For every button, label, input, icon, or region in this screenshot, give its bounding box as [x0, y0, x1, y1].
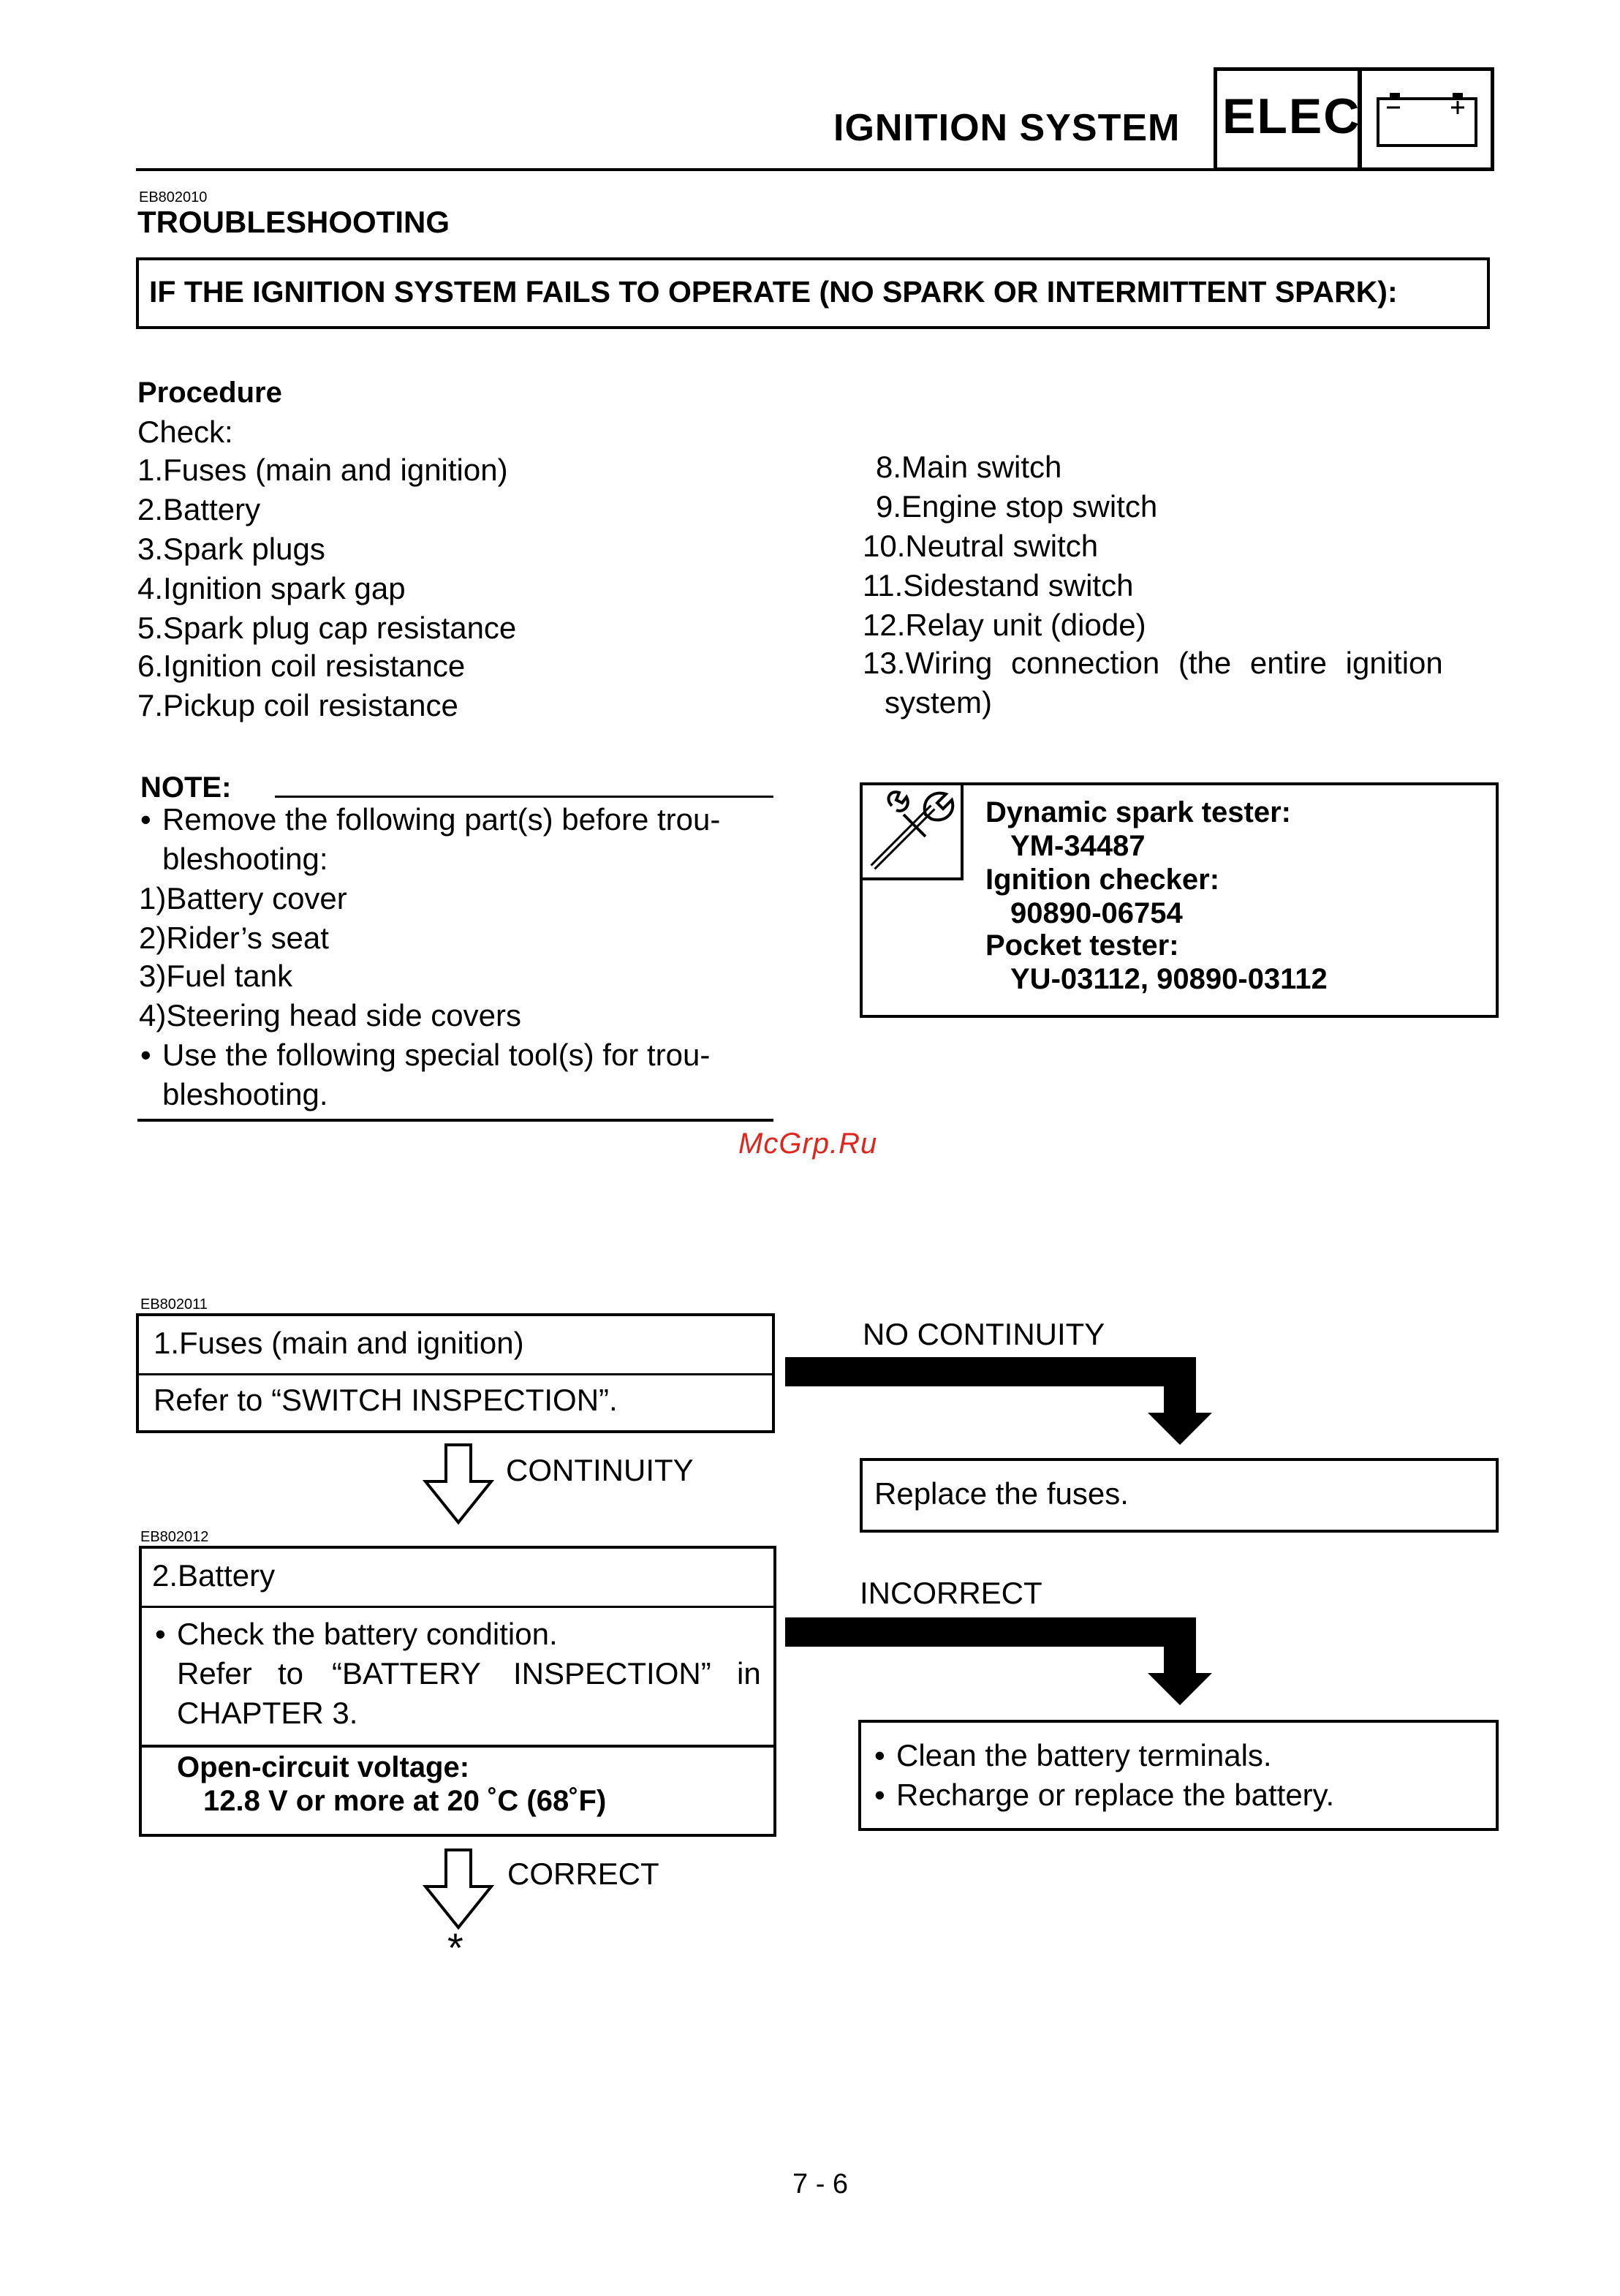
tool-name: Ignition checker: [985, 864, 1220, 896]
step2-refer-word: Refer [177, 1656, 252, 1691]
list-item: 2.Battery [137, 492, 261, 526]
note-text: bleshooting. [162, 1077, 328, 1111]
spec-label: Open-circuit voltage: [177, 1751, 470, 1783]
step1-box [136, 1313, 775, 1433]
procedure-title: Procedure [137, 377, 282, 409]
list-item: 4.Ignition spark gap [137, 571, 406, 605]
step2-title: 2.Battery [152, 1558, 276, 1593]
step1-continue-arrow [418, 1440, 499, 1528]
tool-icon-frame [863, 785, 964, 880]
step-code: EB802011 [140, 1296, 208, 1313]
section-code: EB802010 [139, 189, 208, 205]
list-item: 2)Rider’s seat [139, 921, 329, 955]
step1-divider [139, 1373, 772, 1375]
chapter-label: ELEC [1222, 88, 1361, 144]
tool-part-number: YM-34487 [1010, 830, 1146, 862]
note-label: NOTE: [140, 771, 232, 804]
list-item: 5.Spark plug cap resistance [137, 611, 517, 645]
step1-title: 1.Fuses (main and ignition) [154, 1326, 524, 1360]
page-number: 7 - 6 [792, 2169, 849, 2199]
list-item: 1)Battery cover [139, 881, 347, 915]
list-item: 1.Fuses (main and ignition) [137, 453, 508, 487]
tool-name: Dynamic spark tester: [985, 796, 1291, 828]
step2-box [139, 1546, 776, 1837]
list-item: 11.Sidestand switch [863, 568, 1134, 603]
note-bullet: • Remove the following part(s) before trou- [162, 800, 720, 839]
watermark: McGrp.Ru [738, 1128, 878, 1160]
continue-mark: * [447, 1925, 463, 1971]
step1-pass-label: CONTINUITY [506, 1453, 694, 1487]
step2-chapter: CHAPTER 3. [177, 1696, 358, 1730]
step2-refer-word: in [737, 1656, 761, 1691]
note-top-rule [275, 796, 773, 798]
list-item: 4)Steering head side covers [139, 998, 521, 1032]
step2-pass-label: CORRECT [507, 1857, 659, 1891]
list-item: 9.Engine stop switch [876, 489, 1158, 524]
step2-continue-arrow [418, 1846, 499, 1933]
list-item: 3.Spark plugs [137, 532, 325, 566]
step2-spec-divider [142, 1745, 773, 1748]
header-rule [136, 168, 1214, 171]
step1-instruction: Refer to “SWITCH INSPECTION”. [154, 1383, 618, 1417]
step2-action-box [858, 1720, 1499, 1831]
battery-icon [1362, 71, 1491, 167]
list-item: 3)Fuel tank [139, 959, 293, 993]
note-text: bleshooting: [162, 842, 328, 876]
step2-refer-word: to [278, 1656, 304, 1691]
step2-fail-arrow [785, 1615, 1216, 1710]
note-bullet: • Use the following special tool(s) for trou- [162, 1035, 710, 1075]
step2-divider [142, 1606, 773, 1608]
step2-fail-label: INCORRECT [860, 1576, 1042, 1610]
condition-banner-text: IF THE IGNITION SYSTEM FAILS TO OPERATE (NO SPARK OR INTERMITTENT SPARK): [149, 275, 1398, 309]
tool-part-number: YU-03112, 90890-03112 [1010, 963, 1328, 995]
list-item: system) [885, 685, 992, 720]
note-bottom-rule [137, 1119, 773, 1122]
step2-refer-word: “BATTERY [332, 1656, 481, 1691]
tool-part-number: 90890-06754 [1010, 897, 1183, 929]
list-item: 7.Pickup coil resistance [137, 688, 458, 722]
special-tools-box [860, 782, 1499, 1018]
step1-action: Replace the fuses. [874, 1476, 1129, 1511]
step2-action: • Recharge or replace the battery. [896, 1775, 1334, 1815]
section-title: IGNITION SYSTEM [833, 107, 1181, 149]
list-item: 12.Relay unit (diode) [863, 608, 1146, 642]
list-item: 13.Wiring connection (the entire ignition [863, 646, 1443, 680]
battery-tab [1358, 67, 1494, 171]
check-label: Check: [137, 415, 233, 449]
troubleshooting-heading: TROUBLESHOOTING [137, 205, 450, 239]
step1-fail-label: NO CONTINUITY [863, 1317, 1105, 1351]
step1-action-box [860, 1458, 1499, 1533]
list-item: 8.Main switch [876, 450, 1062, 484]
spec-value: 12.8 V or more at 20 ˚C (68˚F) [203, 1785, 607, 1817]
list-item: 10.Neutral switch [863, 529, 1099, 563]
step2-action: • Clean the battery terminals. [896, 1736, 1272, 1775]
step1-fail-arrow [785, 1354, 1216, 1449]
wrench-tool-icon [863, 785, 961, 877]
step2-check: • Check the battery condition. [177, 1615, 558, 1654]
step-code: EB802012 [140, 1529, 209, 1545]
list-item: 6.Ignition coil resistance [137, 649, 466, 683]
step2-refer-word: INSPECTION” [513, 1656, 711, 1691]
tool-name: Pocket tester: [985, 929, 1179, 962]
condition-banner [136, 257, 1490, 329]
